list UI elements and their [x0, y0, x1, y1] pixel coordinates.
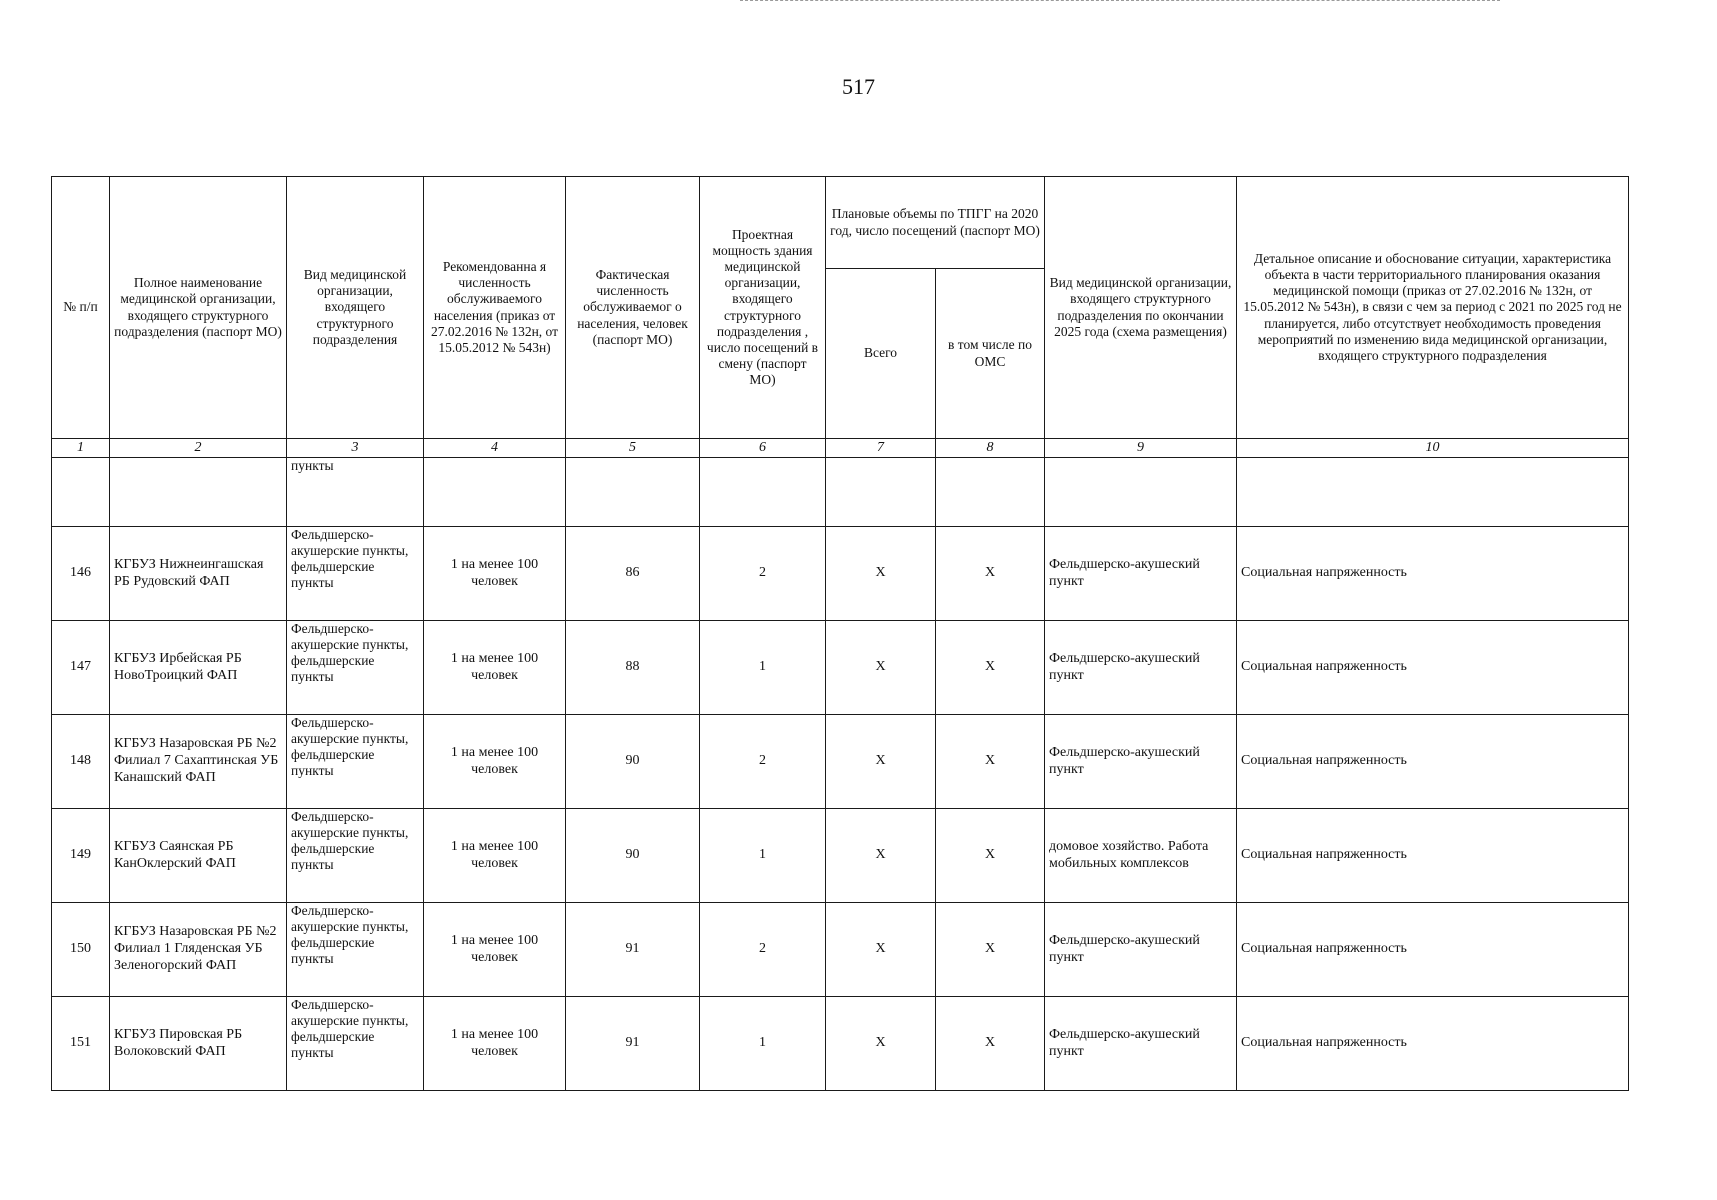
cell-empty [826, 458, 936, 527]
cell-total: Х [826, 527, 936, 621]
cell-recommended: 1 на менее 100 человек [424, 809, 566, 903]
cell-kind-2025: Фельдшерско-акушеский пункт [1045, 715, 1237, 809]
column-number: 5 [566, 439, 700, 458]
column-number: 2 [110, 439, 287, 458]
cell-actual: 91 [566, 903, 700, 997]
cell-empty [1237, 458, 1629, 527]
cell-capacity: 2 [700, 527, 826, 621]
cell-kind-2025: домовое хозяйство. Работа мобильных комплексов [1045, 809, 1237, 903]
cell-empty [424, 458, 566, 527]
cell-description: Социальная напряженность [1237, 621, 1629, 715]
cell-description: Социальная напряженность [1237, 903, 1629, 997]
cell-name: КГБУЗ Нижнеингашская РБ Рудовский ФАП [110, 527, 287, 621]
cell-description: Социальная напряженность [1237, 527, 1629, 621]
cell-capacity: 1 [700, 809, 826, 903]
cell-num: 148 [52, 715, 110, 809]
cell-description: Социальная напряженность [1237, 809, 1629, 903]
cell-num: 151 [52, 997, 110, 1091]
column-numbers-row [52, 439, 1629, 458]
cell-num: 147 [52, 621, 110, 715]
table-row [52, 809, 1629, 903]
continuation-row [52, 458, 1629, 527]
cell-capacity: 2 [700, 715, 826, 809]
column-number: 10 [1237, 439, 1629, 458]
cell-oms: Х [936, 715, 1045, 809]
column-number: 8 [936, 439, 1045, 458]
header-name: Полное наименование медицинской организации, входящего структурного подразделения (паспорт МО) [110, 177, 287, 439]
cell-empty [52, 458, 110, 527]
cell-total: Х [826, 903, 936, 997]
header-planned-volumes: Плановые объемы по ТПГГ на 2020 год, число посещений (паспорт МО) [826, 177, 1045, 269]
cell-name: КГБУЗ Пировская РБ Волоковский ФАП [110, 997, 287, 1091]
cell-actual: 91 [566, 997, 700, 1091]
page-number: 517 [842, 74, 875, 99]
cell-recommended: 1 на менее 100 человек [424, 527, 566, 621]
cell-total: Х [826, 809, 936, 903]
table-row [52, 527, 1629, 621]
cell-capacity: 2 [700, 903, 826, 997]
cell-recommended: 1 на менее 100 человек [424, 715, 566, 809]
cell-actual: 86 [566, 527, 700, 621]
header-actual: Фактическая численность обслуживаемог о населения, человек (паспорт МО) [566, 177, 700, 439]
header-kind-2025: Вид медицинской организации, входящего структурного подразделения по окончании 2025 года (схема размещения) [1045, 177, 1237, 439]
column-number: 7 [826, 439, 936, 458]
facilities-table [51, 176, 1629, 1091]
cell-recommended: 1 на менее 100 человек [424, 621, 566, 715]
cell-name: КГБУЗ Назаровская РБ №2 Филиал 7 Сахаптинская УБ Канашский ФАП [110, 715, 287, 809]
cell-oms: Х [936, 997, 1045, 1091]
cell-recommended: 1 на менее 100 человек [424, 997, 566, 1091]
cell-name: КГБУЗ Саянская РБ КанОклерский ФАП [110, 809, 287, 903]
cell-oms: Х [936, 903, 1045, 997]
cell-num: 146 [52, 527, 110, 621]
column-number: 4 [424, 439, 566, 458]
column-number: 3 [287, 439, 424, 458]
header-row-1 [52, 177, 1629, 269]
cell-kind: Фельдшерско-акушерские пункты, фельдшерские пункты [287, 903, 424, 997]
cell-num: 149 [52, 809, 110, 903]
cell-empty [110, 458, 287, 527]
cell-num: 150 [52, 903, 110, 997]
cell-name: КГБУЗ Назаровская РБ №2 Филиал 1 Гляденская УБ Зеленогорский ФАП [110, 903, 287, 997]
column-number: 1 [52, 439, 110, 458]
cell-kind: Фельдшерско-акушерские пункты, фельдшерские пункты [287, 621, 424, 715]
table-row [52, 621, 1629, 715]
cell-empty [1045, 458, 1237, 527]
cell-kind-2025: Фельдшерско-акушеский пункт [1045, 903, 1237, 997]
cell-empty [700, 458, 826, 527]
table-row [52, 903, 1629, 997]
header-recommended: Рекомендованна я численность обслуживаемого населения (приказ от 27.02.2016 № 132н, от 15.05.2012 № 543н) [424, 177, 566, 439]
cell-empty [936, 458, 1045, 527]
cell-kind: пункты [287, 458, 424, 527]
column-number: 6 [700, 439, 826, 458]
cell-name: КГБУЗ Ирбейская РБ НовоТроицкий ФАП [110, 621, 287, 715]
table-row [52, 997, 1629, 1091]
header-description: Детальное описание и обоснование ситуации, характеристика объекта в части территориального планирования оказания медицинской помощи (приказ от 27.02.2016 № 132н, от 15.05.2012 № 543н), в связи с чем за период с 2021 по 2025 год не планируется, либо отсутствует необходимость проведения мероприятий по изменению вида медицинской организации, входящего структурного подразделения [1237, 177, 1629, 439]
cell-capacity: 1 [700, 621, 826, 715]
header-capacity: Проектная мощность здания медицинской организации, входящего структурного подразделения , число посещений в смену (паспорт МО) [700, 177, 826, 439]
cell-recommended: 1 на менее 100 человек [424, 903, 566, 997]
cell-oms: Х [936, 809, 1045, 903]
cell-actual: 90 [566, 715, 700, 809]
cell-kind-2025: Фельдшерско-акушеский пункт [1045, 527, 1237, 621]
header-num: № п/п [52, 177, 110, 439]
cell-kind: Фельдшерско-акушерские пункты, фельдшерские пункты [287, 527, 424, 621]
cell-oms: Х [936, 621, 1045, 715]
cell-kind: Фельдшерско-акушерские пункты, фельдшерские пункты [287, 997, 424, 1091]
cell-kind: Фельдшерско-акушерские пункты, фельдшерские пункты [287, 715, 424, 809]
cell-actual: 88 [566, 621, 700, 715]
cell-description: Социальная напряженность [1237, 715, 1629, 809]
cell-total: Х [826, 621, 936, 715]
cell-kind-2025: Фельдшерско-акушеский пункт [1045, 997, 1237, 1091]
cell-capacity: 1 [700, 997, 826, 1091]
cell-empty [566, 458, 700, 527]
cell-oms: Х [936, 527, 1045, 621]
header-kind: Вид медицинской организации, входящего структурного подразделения [287, 177, 424, 439]
cell-total: Х [826, 997, 936, 1091]
header-oms: в том числе по ОМС [936, 269, 1045, 439]
top-rule [740, 0, 1500, 3]
column-number: 9 [1045, 439, 1237, 458]
cell-total: Х [826, 715, 936, 809]
cell-kind: Фельдшерско-акушерские пункты, фельдшерские пункты [287, 809, 424, 903]
cell-description: Социальная напряженность [1237, 997, 1629, 1091]
cell-actual: 90 [566, 809, 700, 903]
cell-kind-2025: Фельдшерско-акушеский пункт [1045, 621, 1237, 715]
table-row [52, 715, 1629, 809]
header-total: Всего [826, 269, 936, 439]
